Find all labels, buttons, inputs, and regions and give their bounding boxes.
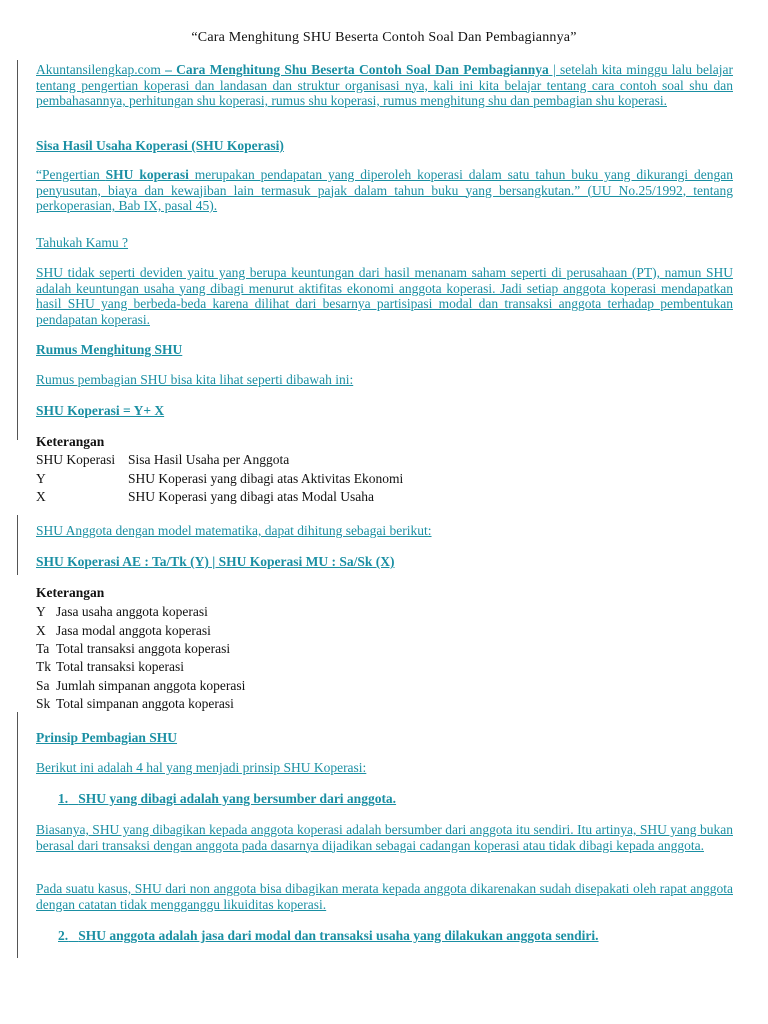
keterangan-row: Sa Jumlah simpanan anggota koperasi bbox=[36, 678, 246, 693]
change-bar bbox=[17, 60, 18, 440]
keterangan-row: Ta Total transaksi anggota koperasi bbox=[36, 641, 231, 656]
prinsip-intro: Berikut ini adalah 4 hal yang menjadi prinsip SHU Koperasi: bbox=[36, 760, 367, 775]
tahukah-kamu-heading: Tahukah Kamu ? bbox=[36, 235, 129, 250]
formula-shu-koperasi: SHU Koperasi = Y+ X bbox=[36, 403, 165, 418]
formula-model: SHU Koperasi AE : Ta/Tk (Y) | SHU Koperasi MU : Sa/Sk (X) bbox=[36, 554, 395, 569]
definition-paragraph: “Pengertian SHU koperasi merupakan pendapatan yang diperoleh koperasi dalam satu tahun buku yang dikurangi dengan penyusutan, biaya dan kewajiban lain termasuk pajak dalam tahun buku yang bersangkutan.” (UU No.25/1992, tentang perkoperasian, Bab IX, pasal 45). bbox=[36, 167, 733, 213]
heading-rumus: Rumus Menghitung SHU bbox=[36, 342, 183, 357]
site-link[interactable]: Akuntansilengkap.com bbox=[36, 62, 161, 77]
rumus-intro: Rumus pembagian SHU bisa kita lihat seperti dibawah ini: bbox=[36, 372, 354, 387]
article-title-link[interactable]: Cara Menghitung Shu Beserta Contoh Soal Dan Pembagiannya bbox=[176, 62, 549, 77]
keterangan-row: Y SHU Koperasi yang dibagi atas Aktivitas Ekonomi bbox=[36, 471, 404, 486]
keterangan-row: Tk Total transaksi koperasi bbox=[36, 659, 185, 674]
keterangan-row: Y Jasa usaha anggota koperasi bbox=[36, 604, 208, 619]
prinsip-1-paragraph-2: Pada suatu kasus, SHU dari non anggota bisa dibagikan merata kepada anggota dikarenakan sudah disepakati oleh rapat anggota dengan catatan tidak mengganggu likuiditas koperasi. bbox=[36, 881, 733, 912]
keterangan-row: SHU Koperasi Sisa Hasil Usaha per Anggota bbox=[36, 452, 290, 467]
keterangan-row: X Jasa modal anggota koperasi bbox=[36, 623, 211, 638]
change-bar bbox=[17, 712, 18, 958]
deviden-paragraph: SHU tidak seperti deviden yaitu yang berupa keuntungan dari hasil menanam saham seperti di perusahaan (PT), namun SHU adalah keuntungan usaha yang dibagi menurut aktifitas ekonomi anggota koperasi. Jadi setiap anggota koperasi mendapatkan hasil SHU yang berbeda-beda karena dilihat dari besarnya partisipasi modal dan transaksi anggota terhadap pembentukan pendapatan koperasi. bbox=[36, 265, 733, 327]
prinsip-item-2: 2. SHU anggota adalah jasa dari modal dan transaksi usaha yang dilakukan anggota sendiri. bbox=[58, 928, 599, 943]
prinsip-item-1: 1. SHU yang dibagi adalah yang bersumber dari anggota. bbox=[58, 791, 397, 806]
change-bar bbox=[17, 515, 18, 575]
model-intro: SHU Anggota dengan model matematika, dapat dihitung sebagai berikut: bbox=[36, 523, 432, 538]
keterangan-row: X SHU Koperasi yang dibagi atas Modal Usaha bbox=[36, 489, 374, 504]
intro-paragraph: Akuntansilengkap.com – Cara Menghitung Shu Beserta Contoh Soal Dan Pembagiannya | setelah kita minggu lalu belajar tentang pengertian koperasi dan landasan dan struktur organisasi nya, kali ini kita belajar tentang cara contoh soal shu dan pembahasannya, perhitungan shu koperasi, rumus shu koperasi, rumus menghitung shu dan pembagian shu koperasi. bbox=[36, 62, 734, 108]
prinsip-1-paragraph: Biasanya, SHU yang dibagikan kepada anggota koperasi adalah bersumber dari anggota itu sendiri. Itu artinya, SHU yang bukan berasal dari transaksi dengan anggota pada dasarnya dijadikan sebagai cadangan koperasi atau tidak dibagi kepada anggota. bbox=[36, 822, 733, 853]
heading-shu-koperasi: Sisa Hasil Usaha Koperasi (SHU Koperasi) bbox=[36, 138, 284, 153]
document-title: “Cara Menghitung SHU Beserta Contoh Soal Dan Pembagiannya” bbox=[191, 30, 577, 45]
keterangan-heading: Keterangan bbox=[36, 585, 105, 600]
keterangan-row: Sk Total simpanan anggota koperasi bbox=[36, 696, 234, 711]
heading-prinsip: Prinsip Pembagian SHU bbox=[36, 730, 178, 745]
keterangan-heading: Keterangan bbox=[36, 434, 105, 449]
